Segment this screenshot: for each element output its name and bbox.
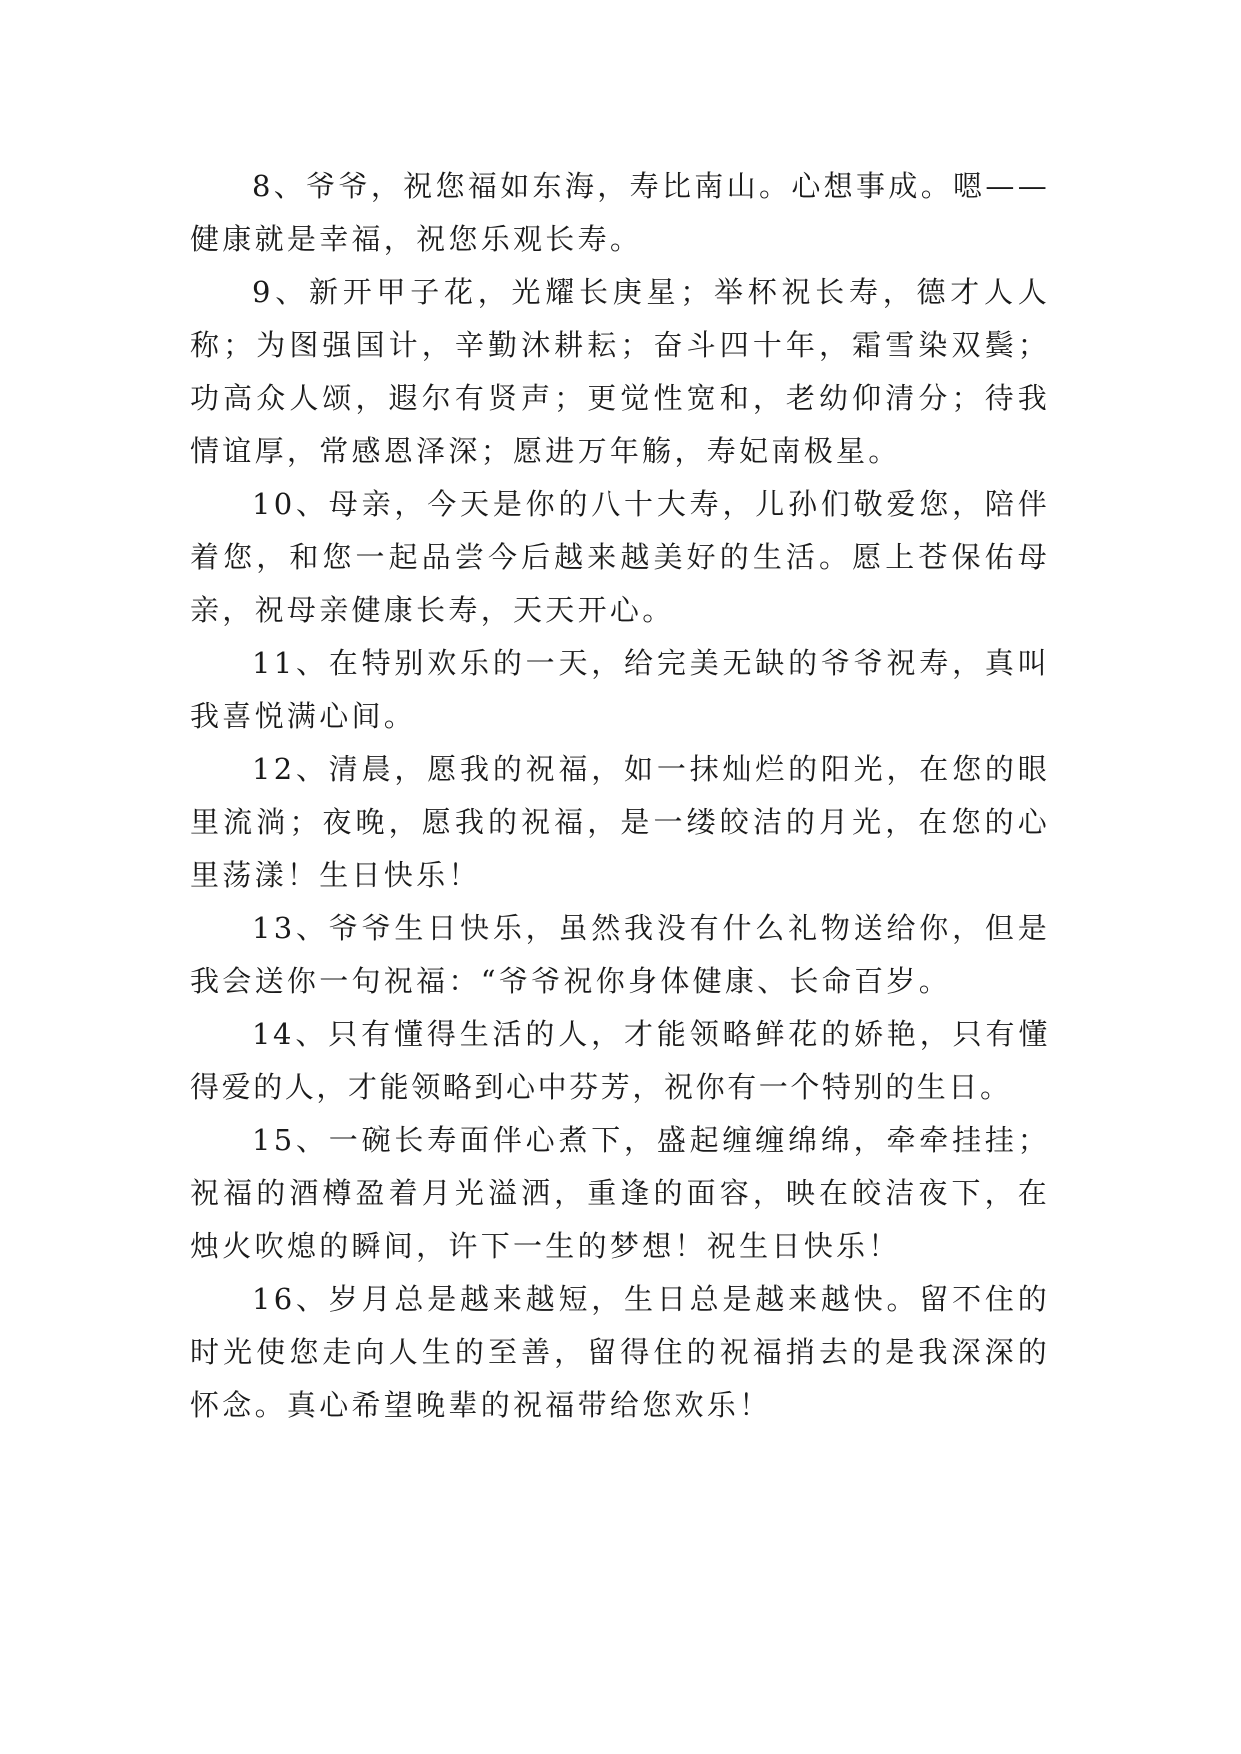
paragraph-9: 9、新开甲子花，光耀长庚星；举杯祝长寿，德才人人称；为图强国计，辛勤沐耕耘；奋斗四十年，霜雪染双鬓；功高众人颂，遐尔有贤声；更觉性宽和，老幼仰清分；待我情谊厚，常感恩泽深；愿进万年觞，寿妃南极星。 bbox=[190, 275, 1050, 468]
document-page bbox=[190, 160, 1050, 1432]
paragraph-12: 12、清晨，愿我的祝福，如一抹灿烂的阳光，在您的眼里流淌；夜晚，愿我的祝福，是一缕皎洁的月光，在您的心里荡漾！生日快乐！ bbox=[190, 752, 1050, 892]
paragraph-11: 11、在特别欢乐的一天，给完美无缺的爷爷祝寿，真叫我喜悦满心间。 bbox=[190, 646, 1050, 733]
paragraph-10: 10、母亲，今天是你的八十大寿，儿孙们敬爱您，陪伴着您，和您一起品尝今后越来越美好的生活。愿上苍保佑母亲，祝母亲健康长寿，天天开心。 bbox=[190, 487, 1050, 627]
paragraph-14: 14、只有懂得生活的人，才能领略鲜花的娇艳，只有懂得爱的人，才能领略到心中芬芳，祝你有一个特别的生日。 bbox=[190, 1017, 1050, 1104]
paragraph-13: 13、爷爷生日快乐，虽然我没有什么礼物送给你，但是我会送你一句祝福：“爷爷祝你身体健康、长命百岁。 bbox=[190, 911, 1050, 998]
paragraph-16: 16、岁月总是越来越短，生日总是越来越快。留不住的时光使您走向人生的至善，留得住的祝福捎去的是我深深的怀念。真心希望晚辈的祝福带给您欢乐！ bbox=[190, 1282, 1050, 1422]
paragraph-15: 15、一碗长寿面伴心煮下，盛起缠缠绵绵，牵牵挂挂；祝福的酒樽盈着月光溢洒，重逢的面容，映在皎洁夜下，在烛火吹熄的瞬间，许下一生的梦想！祝生日快乐！ bbox=[190, 1123, 1050, 1263]
paragraph-8: 8、爷爷，祝您福如东海，寿比南山。心想事成。嗯——健康就是幸福，祝您乐观长寿。 bbox=[190, 169, 1050, 256]
